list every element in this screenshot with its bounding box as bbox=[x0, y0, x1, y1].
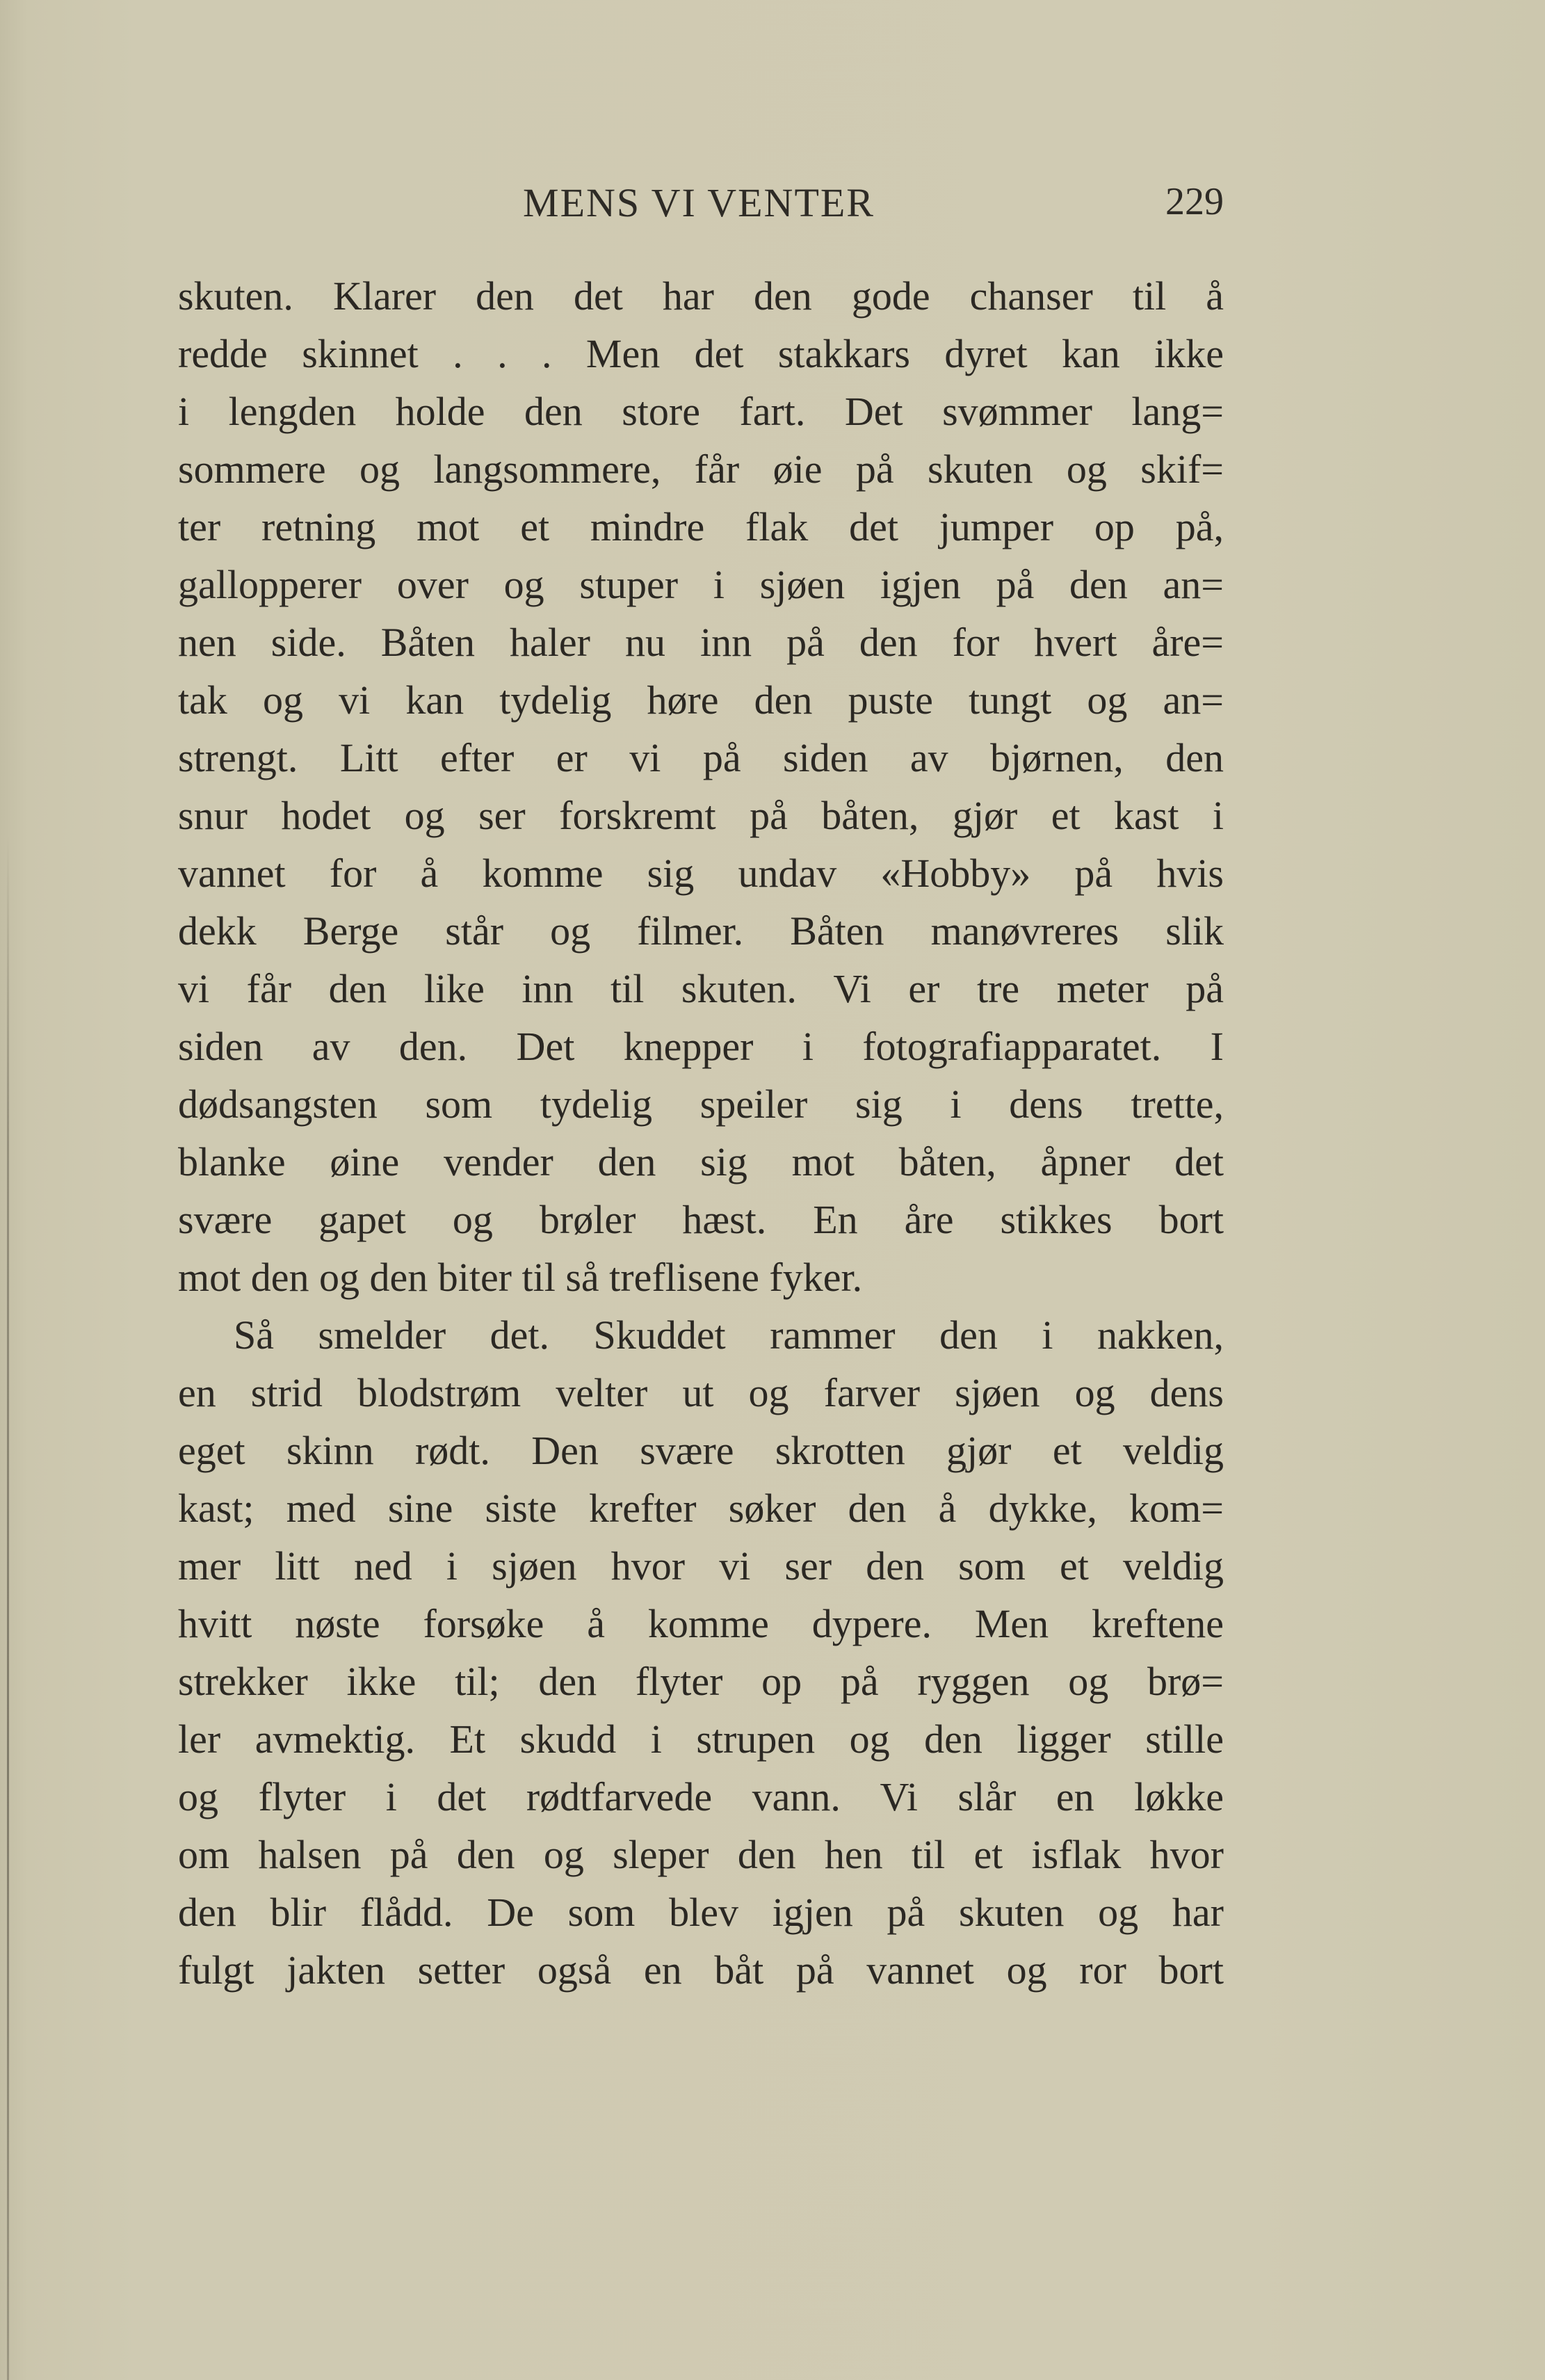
text-line: kast; med sine siste krefter søker den å dykke, kom= bbox=[178, 1486, 1224, 1531]
text-line: tak og vi kan tydelig høre den puste tungt og an= bbox=[178, 677, 1224, 723]
running-header bbox=[174, 179, 1224, 235]
text-line: nen side. Båten haler nu inn på den for hvert åre= bbox=[178, 620, 1224, 665]
text-line: eget skinn rødt. Den svære skrotten gjør et veldig bbox=[178, 1428, 1224, 1473]
text-line: mer litt ned i sjøen hvor vi ser den som et veldig bbox=[178, 1543, 1224, 1589]
text-line: svære gapet og brøler hæst. En åre stikkes bort bbox=[178, 1197, 1224, 1242]
text-line: ler avmektig. Et skudd i strupen og den ligger stille bbox=[178, 1716, 1224, 1762]
paragraph-start-line: Så smelder det. Skuddet rammer den i nakken, bbox=[234, 1312, 1224, 1358]
page-number: 229 bbox=[1165, 180, 1224, 223]
text-line: og flyter i det rødtfarvede vann. Vi slår en løkke bbox=[178, 1774, 1224, 1819]
running-title: MENS VI VENTER bbox=[523, 180, 875, 225]
text-line: skuten. Klarer den det har den gode chanser til å bbox=[178, 273, 1224, 319]
text-line: hvitt nøste forsøke å komme dypere. Men kreftene bbox=[178, 1601, 1224, 1646]
binding-shadow bbox=[7, 835, 9, 2380]
text-line: den blir flådd. De som blev igjen på skuten og har bbox=[178, 1890, 1224, 1935]
text-line: vannet for å komme sig undav «Hobby» på hvis bbox=[178, 851, 1224, 896]
text-line: strekker ikke til; den flyter op på ryggen og brø= bbox=[178, 1659, 1224, 1704]
text-line: gallopperer over og stuper i sjøen igjen på den an= bbox=[178, 562, 1224, 607]
text-line: siden av den. Det knepper i fotografiapparatet. I bbox=[178, 1024, 1224, 1069]
text-line: dekk Berge står og filmer. Båten manøvreres slik bbox=[178, 908, 1224, 954]
text-line: strengt. Litt efter er vi på siden av bjørnen, den bbox=[178, 735, 1224, 780]
text-line: dødsangsten som tydelig speiler sig i dens trette, bbox=[178, 1082, 1224, 1127]
text-line: vi får den like inn til skuten. Vi er tre meter på bbox=[178, 966, 1224, 1011]
text-line: sommere og langsommere, får øie på skuten og skif= bbox=[178, 447, 1224, 492]
body-text bbox=[178, 267, 1224, 1999]
text-line: blanke øine vender den sig mot båten, åpner det bbox=[178, 1139, 1224, 1184]
text-line: i lengden holde den store fart. Det svømmer lang= bbox=[178, 389, 1224, 434]
text-line: om halsen på den og sleper den hen til et isflak hvor bbox=[178, 1832, 1224, 1877]
text-line: ter retning mot et mindre flak det jumper op på, bbox=[178, 504, 1224, 549]
text-line: redde skinnet . . . Men det stakkars dyret kan ikke bbox=[178, 331, 1224, 376]
text-line: snur hodet og ser forskremt på båten, gjør et kast i bbox=[178, 793, 1224, 838]
paragraph-end-line: mot den og den biter til så treflisene fyker. bbox=[178, 1255, 863, 1300]
text-line: fulgt jakten setter også en båt på vannet og ror bort bbox=[178, 1947, 1224, 1993]
text-line: en strid blodstrøm velter ut og farver sjøen og dens bbox=[178, 1370, 1224, 1415]
